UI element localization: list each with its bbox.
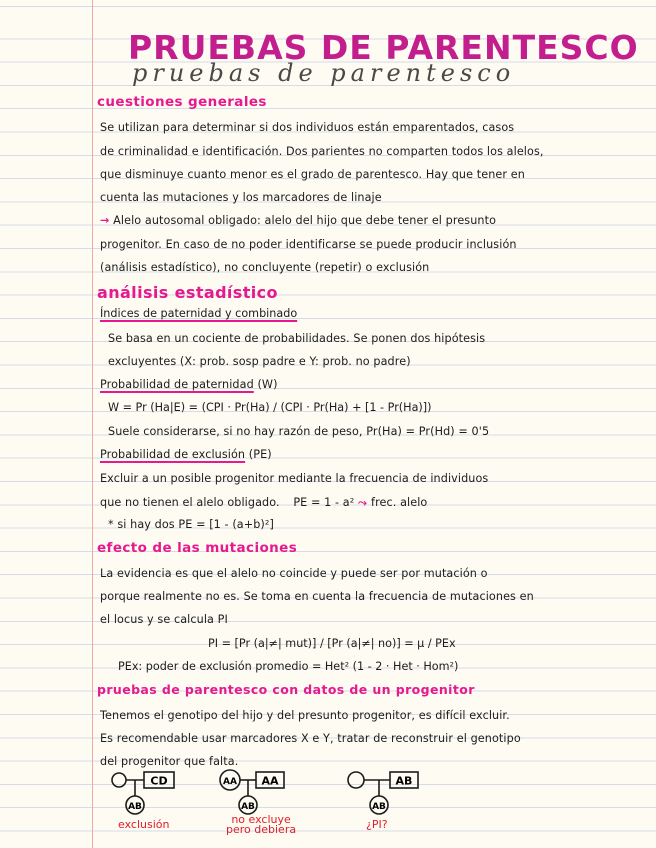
heading-general: cuestiones generales — [97, 94, 267, 110]
caption-line: pero debiera — [226, 823, 297, 836]
paternity-note: Suele considerarse, si no hay razón de peso, Pr(Ha) = Pr(Hd) = 0'5 — [108, 425, 490, 438]
exclusion-line: que no tienen el alelo obligado. — [100, 496, 280, 509]
single-parent-line: Tenemos el genotipo del hijo y del presunto progenitor, es difícil excluir. — [100, 709, 510, 722]
pi-formula: PI = [Pr (a|≠| mut)] / [Pr (a|≠| no)] = μ / PEx — [208, 637, 456, 650]
mother-genotype: AA — [223, 777, 237, 787]
subheading-paternity: Probabilidad de paternidad — [100, 378, 254, 391]
general-line: que disminuye cuanto menor es el grado de parentesco. Hay que tener en — [100, 168, 525, 181]
exclusion-heading-row — [100, 448, 272, 461]
title-block — [128, 28, 639, 92]
heading-mutations: efecto de las mutaciones — [97, 540, 298, 556]
obligate-line: (análisis estadístico), no concluyente (repetir) o exclusión — [100, 261, 430, 274]
subheading-exclusion: Probabilidad de exclusión — [100, 448, 246, 461]
general-line: cuenta las mutaciones y los marcadores de linaje — [100, 191, 382, 204]
mother-circle-icon — [112, 773, 126, 787]
general-line: de criminalidad e identificación. Dos parientes no comparten todos los alelos, — [100, 145, 544, 158]
paternity-symbol: (W) — [257, 378, 278, 391]
paternity-formula: W = Pr (Ha|E) = (CPI · Pr(Ha) / (CPI · Pr(Ha) + [1 - Pr(Ha)]) — [108, 401, 432, 414]
child-genotype: AB — [128, 802, 142, 812]
curved-arrow-icon: ⤳ — [357, 496, 372, 509]
general-line: Se utilizan para determinar si dos individuos están emparentados, casos — [100, 121, 515, 134]
caption-line: no excluye — [231, 813, 291, 826]
stats-line: excluyentes (X: prob. sosp padre e Y: prob. no padre) — [108, 355, 411, 368]
caption-pi: ¿PI? — [366, 818, 388, 831]
arrow-icon: → — [100, 214, 110, 227]
single-parent-line: del progenitor que falta. — [100, 755, 239, 768]
obligate-text: Alelo autosomal obligado: alelo del hijo que debe tener el presunto — [113, 214, 497, 227]
mutations-line: el locus y se calcula PI — [100, 613, 228, 626]
child-genotype: AB — [372, 802, 386, 812]
page-title: PRUEBAS DE PARENTESCO — [128, 28, 639, 67]
obligate-line — [100, 214, 496, 227]
exclusion-line-row — [100, 496, 427, 510]
caption-exclusion: exclusión — [118, 818, 170, 831]
subheading-indices: Índices de paternidad y combinado — [100, 307, 298, 320]
mutations-line: La evidencia es que el alelo no coincide y puede ser por mutación o — [100, 567, 488, 580]
pex-definition: PEx: poder de exclusión promedio = Het² (1 - 2 · Het · Hom²) — [118, 660, 459, 673]
pe-formula: PE = 1 - a² — [293, 496, 355, 509]
page-title-script: pruebas de parentesco — [132, 59, 516, 87]
pe-two-alleles: * si hay dos PE = [1 - (a+b)²] — [108, 518, 274, 531]
father-genotype: AB — [395, 774, 413, 788]
exclusion-line: Excluir a un posible progenitor mediante la frecuencia de individuos — [100, 472, 489, 485]
stats-line: Se basa en un cociente de probabilidades. Se ponen dos hipótesis — [108, 332, 486, 345]
single-parent-line: Es recomendable usar marcadores X e Y, tratar de reconstruir el genotipo — [100, 732, 521, 745]
father-genotype: AA — [261, 774, 279, 788]
child-genotype: AB — [241, 802, 255, 812]
mother-circle-icon — [348, 772, 364, 788]
pe-note: frec. alelo — [371, 496, 428, 509]
heading-single-parent: pruebas de parentesco con datos de un progenitor — [97, 682, 475, 697]
heading-stats: análisis estadístico — [97, 283, 278, 302]
paternity-heading-row — [100, 378, 278, 391]
mutations-line: porque realmente no es. Se toma en cuenta la frecuencia de mutaciones en — [100, 590, 534, 603]
obligate-line: progenitor. En caso de no poder identificarse se puede producir inclusión — [100, 238, 517, 251]
exclusion-symbol: (PE) — [248, 448, 272, 461]
father-genotype: CD — [150, 774, 168, 788]
caption-no-exclusion — [226, 815, 296, 835]
